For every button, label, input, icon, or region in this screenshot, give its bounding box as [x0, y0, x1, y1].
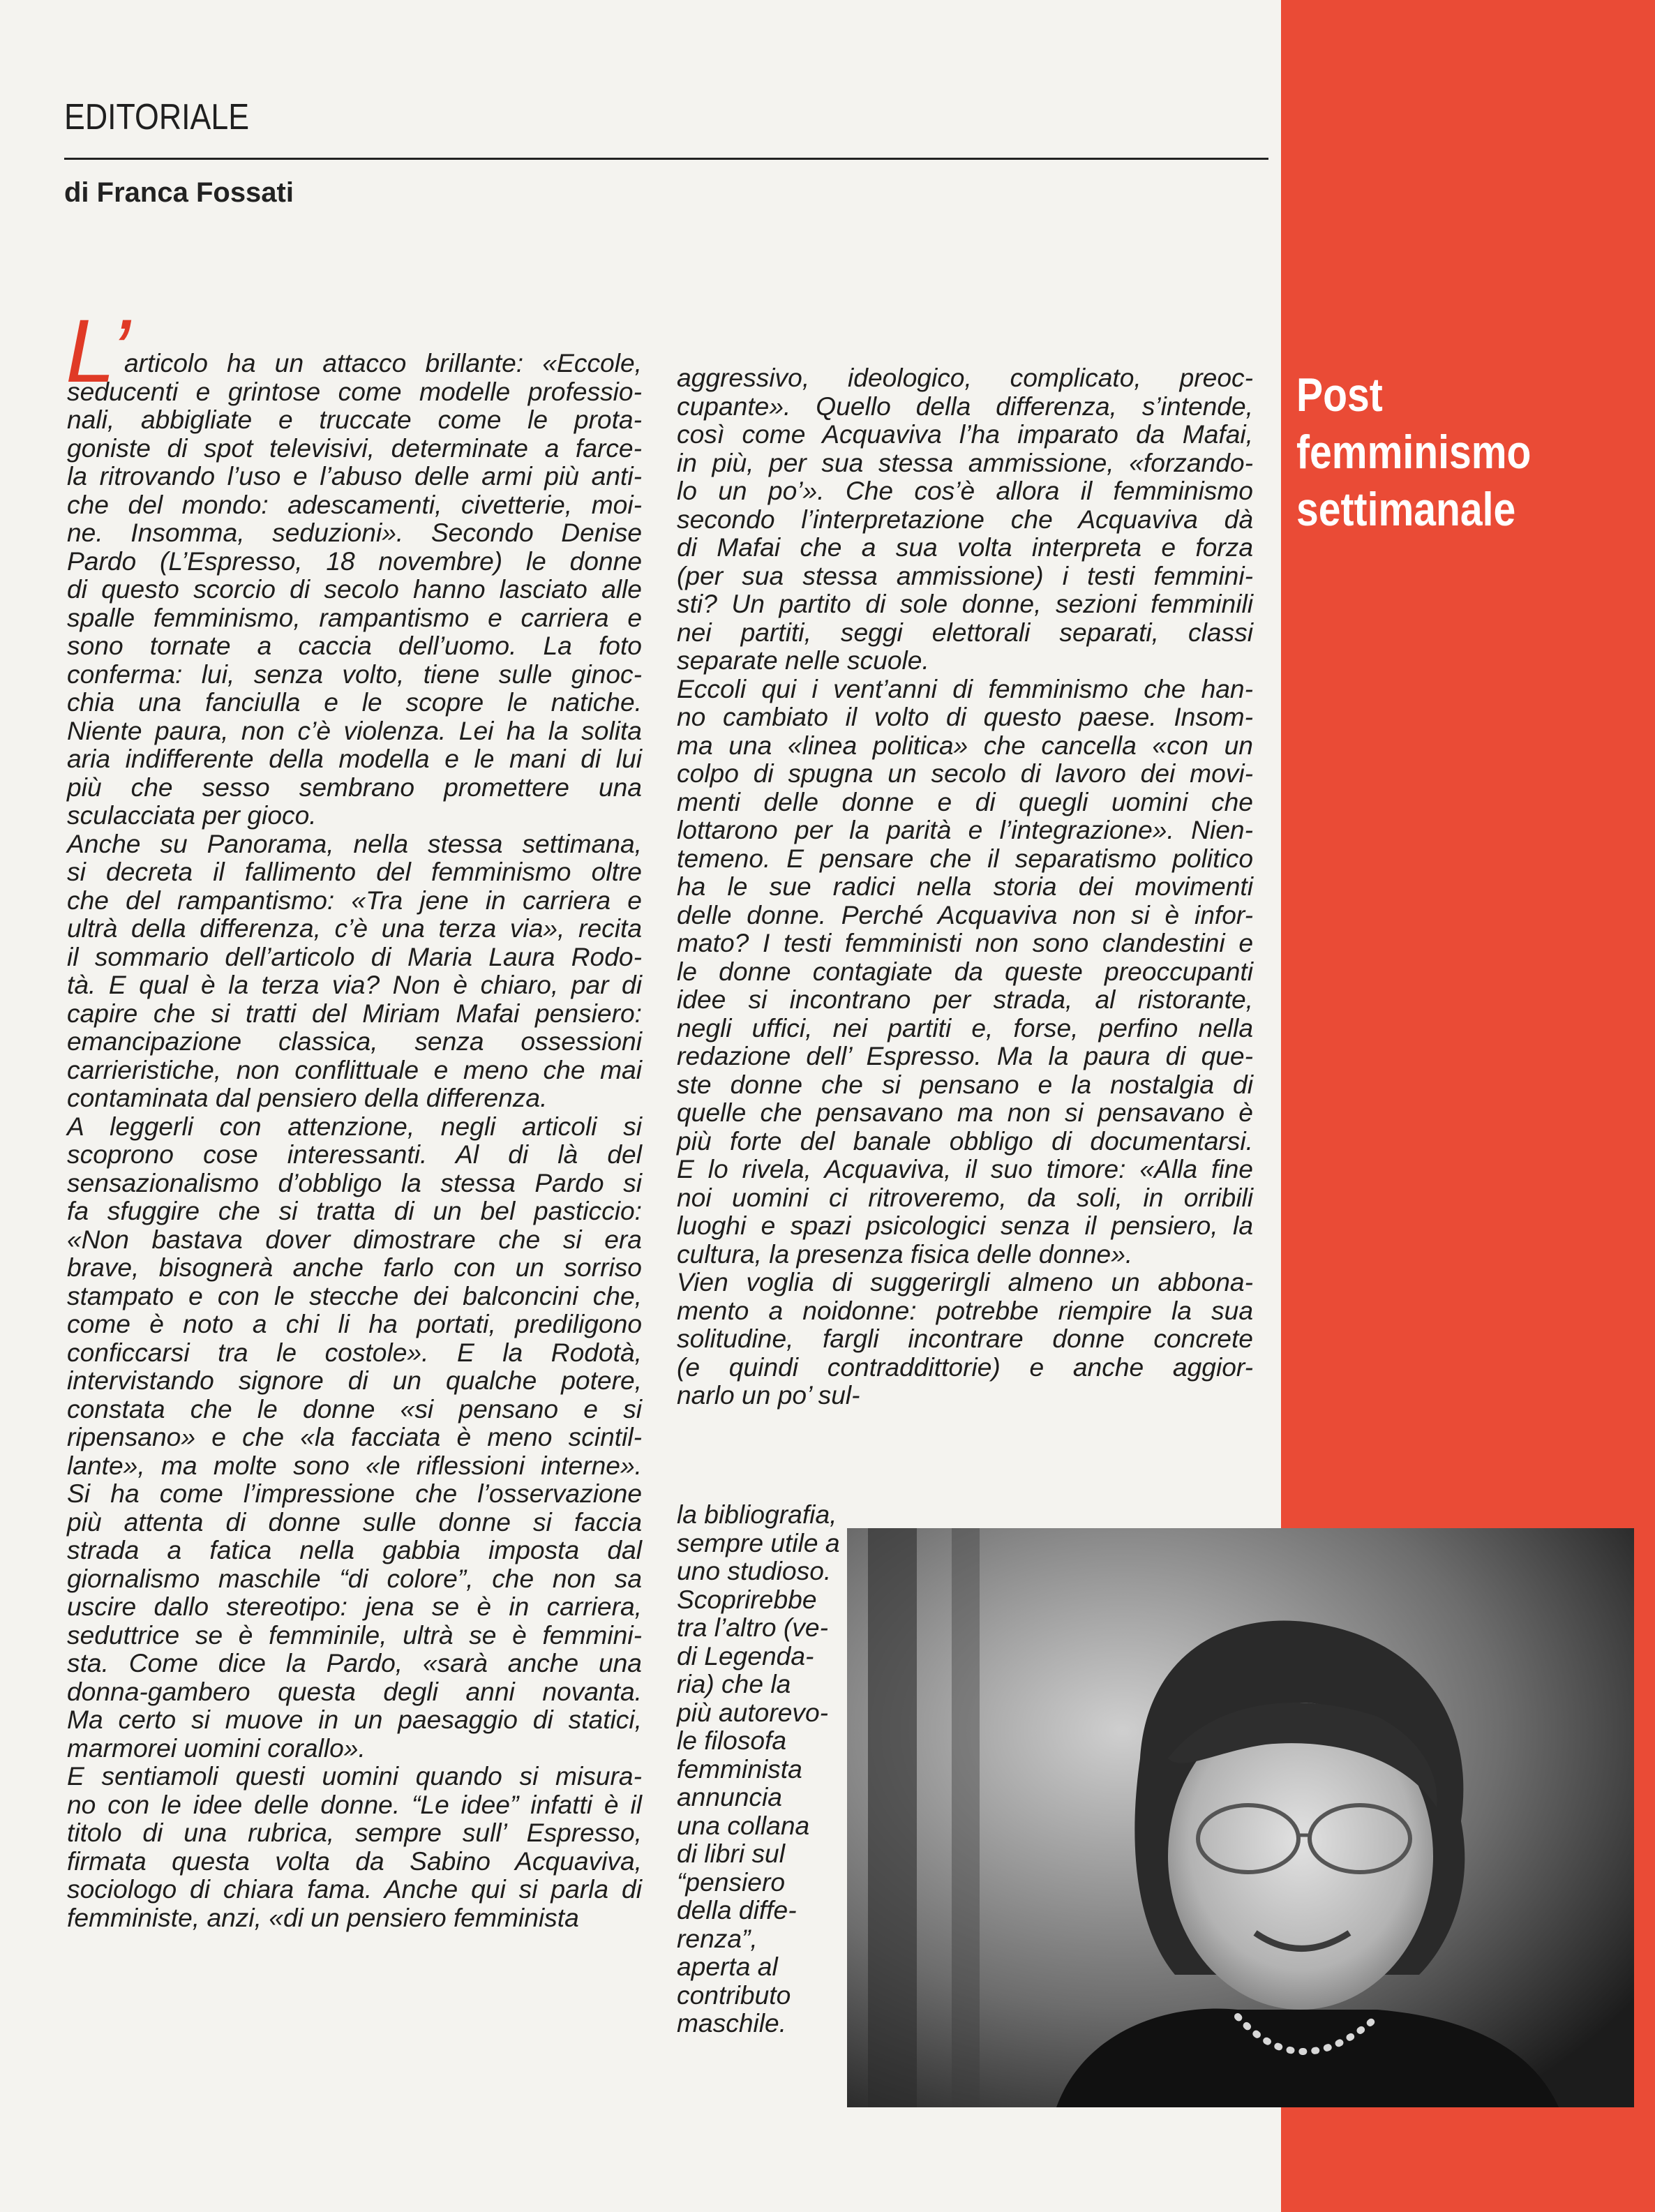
text-line: tà. E qual è la terza via? Non è chiaro, par di	[67, 970, 642, 999]
text-line: no cambiato il volto di questo paese. Insom-	[677, 702, 1253, 731]
text-line: aria indifferente della modella e le mani di lui	[67, 744, 642, 773]
text-line: una collana	[677, 1810, 810, 1840]
text-line: mato? I testi femministi non sono clandestini e	[677, 928, 1253, 957]
text-line: temeno. E pensare che il separatismo politico	[677, 843, 1253, 873]
text-line: no con le idee delle donne. “Le idee” infatti è il	[67, 1789, 642, 1819]
title-line: femminismo	[1296, 426, 1532, 479]
text-line: in più, per sua stessa ammissione, «forzando-	[677, 447, 1253, 477]
text-line: luoghi e spazi psicologici senza il pensiero, la	[677, 1211, 1253, 1240]
text-line: giornalismo maschile “di colore”, che non sa	[67, 1563, 642, 1593]
portrait-photo	[847, 1528, 1634, 2107]
text-line: menti delle donne e di quegli uomini che	[677, 786, 1253, 816]
text-line: sono tornate a caccia dell’uomo. La foto	[67, 631, 642, 660]
text-line: femministe, anzi, «di un pensiero femminista	[67, 1902, 579, 1932]
text-line: contributo	[677, 1980, 791, 2010]
text-line: «Non bastava dover dimostrare che si era	[67, 1224, 642, 1254]
text-line: di libri sul	[677, 1839, 785, 1868]
text-line: Ma certo si muove in un paesaggio di statici,	[67, 1705, 642, 1734]
text-line: maschile.	[677, 2008, 787, 2038]
text-line: uscire dallo stereotipo: jena se è in carriera,	[67, 1592, 642, 1621]
text-line: E sentiamoli questi uomini quando si misura-	[67, 1761, 642, 1791]
text-line: idee si incontrano per strada, al ristorante,	[677, 985, 1253, 1014]
title-line: settimanale	[1296, 483, 1516, 536]
text-line: lo un po’». Che cos’è allora il femminismo	[677, 476, 1253, 505]
text-column-right	[677, 364, 1253, 1410]
portrait-image	[847, 1528, 1634, 2107]
text-line: E lo rivela, Acquaviva, il suo timore: «Alla fine	[677, 1154, 1253, 1183]
text-line: più che sesso sembrano promettere una	[67, 772, 642, 802]
text-line: conferma: lui, senza volto, tiene sulle ginoc-	[67, 659, 642, 689]
text-line: ste donne che si pensano e la nostalgia di	[677, 1069, 1253, 1099]
text-line: firmata questa volta da Sabino Acquaviva,	[67, 1846, 642, 1876]
text-line: della diffe-	[677, 1895, 797, 1925]
text-line: noi uomini ci ritroveremo, da soli, in orribili	[677, 1182, 1253, 1212]
text-line: la ritrovando l’uso e l’abuso delle armi più anti-	[67, 461, 642, 491]
text-line: nali, abbigliate e truccate come le prota-	[67, 405, 642, 434]
text-line: che del rampantismo: «Tra jene in carriera e	[67, 885, 642, 915]
text-line: femminista	[677, 1754, 802, 1784]
text-line: Niente paura, non c’è violenza. Lei ha la solita	[67, 715, 642, 745]
text-line: tra l’altro (ve-	[677, 1613, 828, 1642]
text-line: quelle che pensavano ma non si pensavano è	[677, 1098, 1253, 1127]
text-line: ma una «linea politica» che cancella «con un	[677, 730, 1253, 760]
text-line: Scoprirebbe	[677, 1584, 817, 1614]
text-line: redazione dell’ Espresso. Ma la paura di que-	[677, 1041, 1253, 1070]
text-line: più forte del banale obbligo di documentarsi.	[677, 1126, 1253, 1156]
text-column-narrow	[677, 1500, 840, 2038]
text-line: ria) che la	[677, 1669, 791, 1698]
text-line: carrieristiche, non conflittuale e meno che mai	[67, 1054, 642, 1084]
text-line: più autorevo-	[677, 1697, 829, 1727]
text-line: negli uffici, nei partiti e, forse, perfino nella	[677, 1012, 1253, 1043]
text-line: sta. Come dice la Pardo, «sarà anche una	[67, 1648, 642, 1677]
text-line: nei partiti, seggi elettorali separati, classi	[677, 617, 1253, 647]
text-line: che del mondo: adescamenti, civetterie, moi-	[67, 489, 642, 519]
text-line: il sommario dell’articolo di Maria Laura Rodo-	[67, 941, 642, 971]
text-line: lante», ma molte sono «le riflessioni interne».	[67, 1450, 642, 1480]
text-line: così come Acquaviva l’ha imparato da Mafai,	[677, 419, 1253, 449]
text-line: ha le sue radici nella storia dei movimenti	[677, 872, 1253, 901]
text-line: si decreta il fallimento del femminismo oltre	[67, 857, 642, 886]
text-line: cupante». Quello della differenza, s’intende,	[677, 391, 1253, 421]
text-line: ne. Insomma, seduzioni». Secondo Denise	[67, 518, 642, 547]
text-line: constata che le donne «si pensano e si	[67, 1393, 642, 1423]
text-line: capire che si tratti del Miriam Mafai pensiero:	[67, 998, 642, 1028]
text-line: emancipazione classica, senza ossessioni	[67, 1026, 642, 1056]
text-line: mento a noidonne: potrebbe riempire la sua	[677, 1295, 1253, 1325]
text-line: aperta al	[677, 1952, 778, 1981]
text-line: cultura, la presenza fisica delle donne».	[677, 1239, 1133, 1269]
text-line: A leggerli con attenzione, negli articoli si	[67, 1111, 642, 1141]
text-line: più attenta di donne sulle donne si faccia	[67, 1507, 642, 1537]
text-line: solitudine, fargli incontrare donne concrete	[677, 1324, 1253, 1353]
text-line: goniste di spot televisivi, determinate a farce-	[67, 433, 642, 463]
text-line: brave, bisognerà anche farlo con un sorriso	[67, 1253, 642, 1282]
text-line: Pardo (L’Espresso, 18 novembre) le donne	[67, 546, 642, 576]
text-line: Eccoli qui i vent’anni di femminismo che han-	[677, 673, 1253, 703]
text-line: le donne contagiate da queste preoccupanti	[677, 956, 1253, 986]
text-line: delle donne. Perché Acquaviva non si è infor-	[677, 899, 1253, 929]
text-line: annuncia	[677, 1782, 782, 1811]
text-line: sti? Un partito di sole donne, sezioni femminili	[677, 589, 1253, 618]
text-line: narlo un po’ sul-	[677, 1380, 860, 1410]
text-line: sempre utile a	[677, 1527, 840, 1557]
text-line: la bibliografia,	[677, 1500, 837, 1529]
text-line: Anche su Panorama, nella stessa settimana,	[67, 828, 642, 858]
article-title	[1296, 366, 1531, 538]
text-line: Vien voglia di suggerirgli almeno un abbona-	[677, 1267, 1253, 1296]
text-line: seduttrice se è femminile, ultrà se è femmini-	[67, 1620, 642, 1650]
text-line: sensazionalismo d’obbligo la stessa Pardo si	[67, 1167, 642, 1197]
text-line: articolo ha un attacco brillante: «Eccole,	[124, 348, 642, 378]
section-rubric: EDITORIALE	[64, 97, 250, 137]
text-line: scoprono cose interessanti. Al di là del	[67, 1139, 642, 1169]
text-line: uno studioso.	[677, 1556, 832, 1585]
text-line: lottarono per la parità e l’integrazione». Nien-	[677, 815, 1253, 844]
text-line: contaminata dal pensiero della differenza.	[67, 1083, 548, 1112]
text-line: come è noto a chi li ha portati, prediligono	[67, 1309, 642, 1338]
text-line: separate nelle scuole.	[677, 645, 929, 675]
text-line: le filosofa	[677, 1726, 787, 1755]
text-line: (e quindi contraddittorie) e anche aggior-	[677, 1352, 1253, 1382]
text-line: spalle femminismo, rampantismo e carriera e	[67, 602, 642, 632]
text-line: di questo scorcio di secolo hanno lasciato alle	[67, 574, 642, 604]
text-line: seducenti e grintose come modelle professio-	[67, 376, 642, 406]
text-line: sculacciata per gioco.	[67, 800, 317, 830]
text-line: sociologo di chiara fama. Anche qui si parla di	[67, 1874, 642, 1904]
text-column-left	[67, 349, 642, 1931]
text-line: ripensano» e che «la facciata è meno scintil-	[67, 1422, 642, 1451]
drop-cap: L’	[66, 301, 130, 401]
text-line: aggressivo, ideologico, complicato, preoc-	[677, 363, 1253, 392]
text-line: renza”,	[677, 1923, 758, 1953]
text-line: ultrà della differenza, c’è una terza via», recita	[67, 913, 642, 943]
text-line: (per sua stessa ammissione) i testi femmini-	[677, 560, 1253, 590]
text-line: di Legenda-	[677, 1641, 814, 1671]
byline: di Franca Fossati	[64, 177, 294, 208]
text-line: Si ha come l’impressione che l’osservazione	[67, 1479, 642, 1508]
text-line: intervistando signore di un qualche potere,	[67, 1366, 642, 1395]
text-line: “pensiero	[677, 1867, 786, 1897]
text-line: chia una fanciulla e le scopre le natiche.	[67, 687, 642, 717]
text-line: di Mafai che a sua volta interpreta e forza	[677, 532, 1253, 562]
text-line: donna-gambero questa degli anni novanta.	[67, 1676, 642, 1706]
text-line: secondo l’interpretazione che Acquaviva dà	[677, 504, 1253, 534]
text-line: conficcarsi tra le costole». E la Rodotà,	[67, 1337, 642, 1367]
text-line: colpo di spugna un secolo di lavoro dei movi-	[677, 758, 1253, 788]
text-line: fa sfuggire che si tratta di un bel pasticcio:	[67, 1196, 642, 1225]
text-line: marmorei uomini corallo».	[67, 1733, 366, 1763]
text-line: titolo di una rubrica, sempre sull’ Espresso,	[67, 1818, 642, 1847]
text-line: strada a fatica nella gabbia imposta dal	[67, 1535, 642, 1564]
text-line: stampato e con le stecche dei balconcini che,	[67, 1280, 642, 1310]
header-rule	[64, 158, 1268, 160]
title-line: Post	[1296, 368, 1383, 421]
